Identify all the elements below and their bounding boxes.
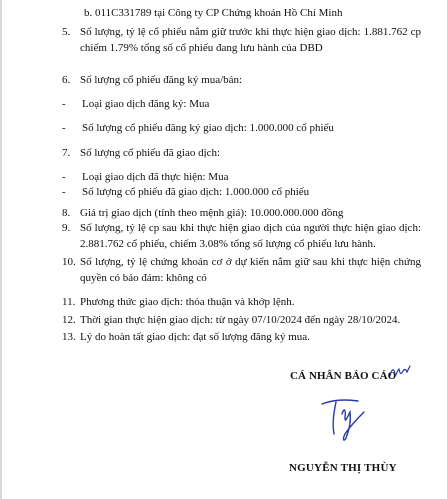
item-10: [62, 254, 421, 286]
item-number: 10.: [62, 256, 76, 268]
sub-item-text: Loại giao dịch đã thực hiện: Mua: [82, 171, 229, 183]
item-number: 12.: [62, 314, 76, 326]
bullet-dash: -: [62, 98, 66, 110]
sub-item-text: Loại giao dịch đăng ký: Mua: [82, 98, 210, 110]
item-number: 7.: [62, 147, 71, 159]
item-number: 6.: [62, 74, 71, 86]
item-8: [62, 205, 421, 221]
item-13: [62, 329, 421, 345]
item-number: 9.: [62, 222, 71, 234]
item-text: Thời gian thực hiện giao dịch: từ ngày 07/10/2024 đến ngày 28/10/2024.: [80, 314, 401, 326]
item-text: Lý do hoàn tất giao dịch: đạt số lượng đăng ký mua.: [80, 331, 310, 343]
item-number: 13.: [62, 331, 76, 343]
item-text: Số lượng, tỷ lệ chứng khoán cơ ở dự kiến nắm giữ sau khi thực hiện chứng quyền có bảo đảm: không có: [80, 256, 421, 284]
item-text: Số lượng cổ phiếu đăng ký mua/bán:: [80, 74, 243, 86]
sub-item-7-1: [62, 169, 421, 185]
signer-name: NGUYỄN THỊ THÙY: [289, 462, 397, 474]
item-number: 8.: [62, 207, 71, 219]
sub-item-6-2: [62, 120, 421, 136]
item-text: Số lượng, tỷ lệ cp sau khi thực hiện giao dịch của người thực hiện giao dịch: 2.881.762 cổ phiếu, chiếm 3.08% tổng số lượng cổ phiếu lưu hành.: [80, 222, 421, 250]
item-text: Giá trị giao dịch (tính theo mệnh giá): 10.000.000.000 đồng: [80, 207, 344, 219]
item-5: [62, 24, 421, 56]
item-text: Số lượng, tỷ lệ cổ phiếu nắm giữ trước khi thực hiện giao dịch: 1.881.762 cp chiếm 1.79% tổng số cổ phiếu đang lưu hành của DBD: [80, 26, 421, 54]
initial-mark-icon: [388, 360, 412, 382]
page-edge: [0, 0, 2, 499]
bullet-dash: -: [62, 122, 66, 134]
bullet-dash: -: [62, 186, 66, 198]
bullet-dash: -: [62, 171, 66, 183]
item-9: [62, 220, 421, 252]
handwritten-signature-icon: [312, 390, 382, 446]
item-text: Phương thức giao dịch: thỏa thuận và khớp lệnh.: [80, 296, 295, 308]
sub-item-text: Số lượng cổ phiếu đăng ký giao dịch: 1.000.000 cổ phiếu: [82, 122, 334, 134]
item-11: [62, 294, 421, 310]
item-12: [62, 312, 421, 328]
item-6: [62, 72, 421, 88]
sub-item-7-2: [62, 184, 421, 200]
sub-item-text: Số lượng cổ phiếu đã giao dịch: 1.000.000 cổ phiếu: [82, 186, 310, 198]
item-number: 5.: [62, 26, 71, 38]
item-7: [62, 145, 421, 161]
account-line: b. 011C331789 tại Công ty CP Chứng khoán Hồ Chí Minh: [84, 7, 343, 19]
item-text: Số lượng cổ phiếu đã giao dịch:: [80, 147, 221, 159]
sub-item-6-1: [62, 96, 421, 112]
item-number: 11.: [62, 296, 76, 308]
signature-title: CÁ NHÂN BÁO CÁO: [290, 370, 397, 382]
